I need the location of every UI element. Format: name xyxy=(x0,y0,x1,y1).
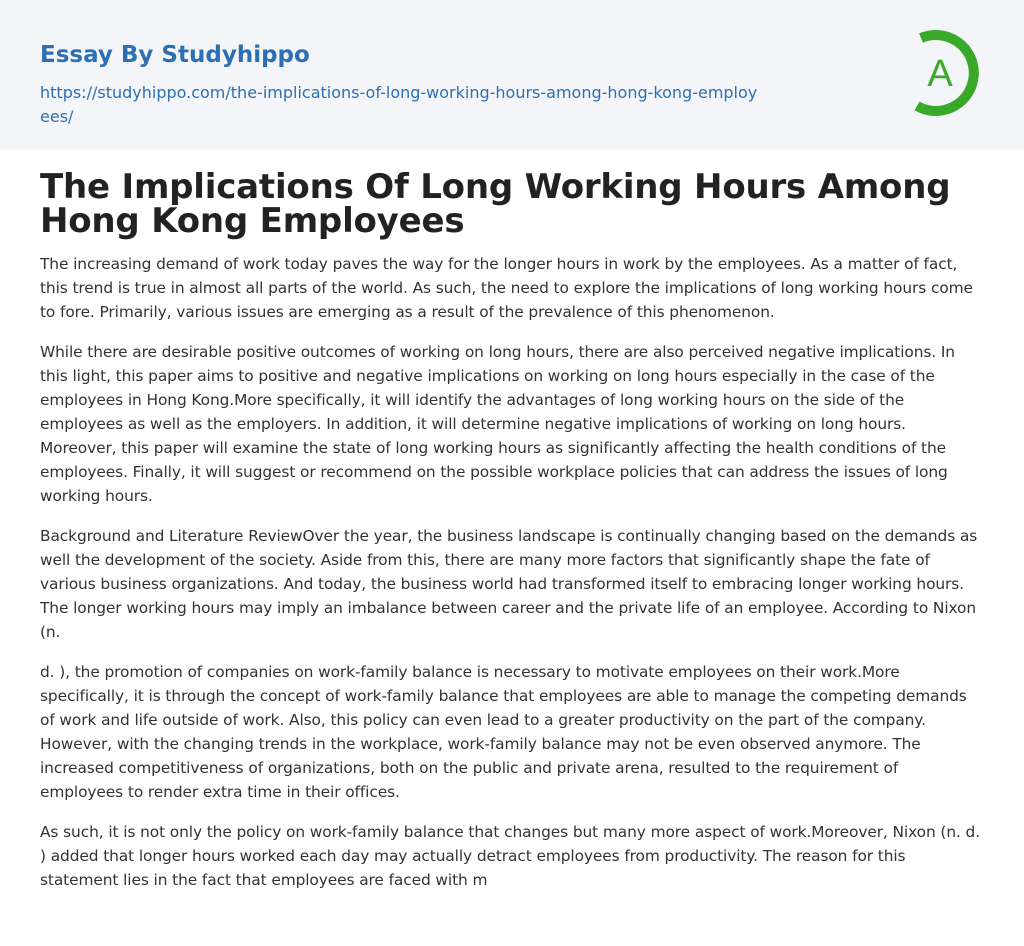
article-paragraph-2: While there are desirable positive outcomes of working on long hours, there are also perceived negative implications. In this light, this paper aims to positive and negative implications on working on long hours especially in the case of the employees in Hong Kong.More specifically, it will identify the advantages of long working hours on the side of the employees as well as the employers. In addition, it will determine negative implications of working on long hours. Moreover, this paper will examine the state of long working hours as significantly affecting the health conditions of the employees. Finally, it will suggest or recommend on the possible workplace policies that can address the issues of long working hours. xyxy=(40,343,955,505)
article-paragraph-5: As such, it is not only the policy on work-family balance that changes but many more aspect of work.Moreover, Nixon (n. d. ) added that longer hours worked each day may actually detract employees from productivity. The reason for this statement lies in the fact that employees are faced with m xyxy=(40,823,981,889)
article-paragraph-4: d. ), the promotion of companies on work-family balance is necessary to motivate employees on their work.More specifically, it is through the concept of work-family balance that employees are able to manage the competing demands of work and life outside of work. Also, this policy can even lead to a greater productivity on the part of the company. However, with the changing trends in the workplace, work-family balance may not be even observed anymore. The increased competitiveness of organizations, both on the public and private arena, resulted to the requirement of employees to render extra time in their offices. xyxy=(40,663,967,801)
article xyxy=(40,167,984,892)
source-url-link[interactable]: https://studyhippo.com/the-implications-of-long-working-hours-among-hong-kong-employees/ xyxy=(40,83,758,126)
article-paragraph-3: Background and Literature ReviewOver the year, the business landscape is continually changing based on the demands as well the development of the society. Aside from this, there are many more factors that significantly shape the fate of various business organizations. And today, the business world had transformed itself to embracing longer working hours. The longer working hours may imply an imbalance between career and the private life of an employee. According to Nixon (n. xyxy=(40,527,978,641)
article-paragraph-1: The increasing demand of work today paves the way for the longer hours in work by the employees. As a matter of fact, this trend is true in almost all parts of the world. As such, the need to explore the implications of long working hours come to fore. Primarily, various issues are emerging as a result of the prevalence of this phenomenon. xyxy=(40,255,973,321)
site-brand[interactable]: Essay By Studyhippo xyxy=(40,42,310,68)
logo-letter: A xyxy=(927,53,953,95)
article-title: The Implications Of Long Working Hours Among Hong Kong Employees xyxy=(40,167,951,241)
site-header xyxy=(0,0,1024,150)
studyhippo-logo-icon[interactable] xyxy=(894,28,986,116)
